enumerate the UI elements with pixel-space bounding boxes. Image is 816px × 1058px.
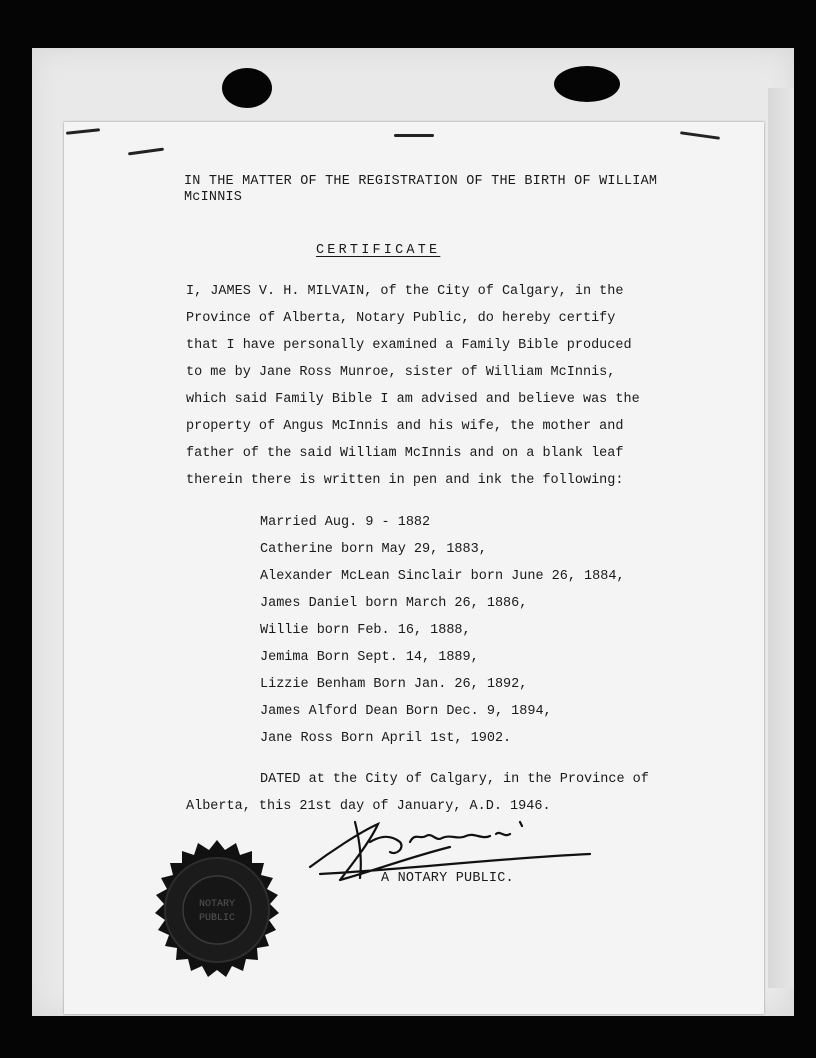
dated-line-1: DATED at the City of Calgary, in the Province of — [260, 772, 649, 787]
seal-center-line-1: NOTARY — [198, 899, 236, 910]
heading-line-1: IN THE MATTER OF THE REGISTRATION OF THE BIRTH OF WILLIAM — [184, 174, 658, 189]
signature-caption: A NOTARY PUBLIC. — [381, 871, 514, 886]
bible-entry: Lizzie Benham Born Jan. 26, 1892, — [260, 677, 528, 692]
body-line: to me by Jane Ross Munroe, sister of William McInnis, — [186, 365, 616, 380]
side-strip — [768, 88, 794, 988]
dated-line-2: Alberta, this 21st day of January, A.D. 1946. — [186, 799, 551, 814]
body-line: that I have personally examined a Family Bible produced — [186, 338, 632, 353]
staple-center — [394, 134, 434, 137]
punch-hole-right — [554, 66, 620, 102]
bible-entry: Willie born Feb. 16, 1888, — [260, 623, 471, 638]
certificate-title: CERTIFICATE — [316, 243, 441, 258]
body-line: therein there is written in pen and ink the following: — [186, 473, 624, 488]
body-line: property of Angus McInnis and his wife, the mother and — [186, 419, 624, 434]
notary-seal — [140, 838, 294, 988]
punch-hole-left — [222, 68, 272, 108]
body-line: I, JAMES V. H. MILVAIN, of the City of Calgary, in the — [186, 284, 624, 299]
seal-center-line-2: PUBLIC — [198, 913, 236, 924]
bible-entry: Jemima Born Sept. 14, 1889, — [260, 650, 479, 665]
body-line: Province of Alberta, Notary Public, do hereby certify — [186, 311, 616, 326]
bible-entry: Alexander McLean Sinclair born June 26, 1884, — [260, 569, 625, 584]
heading-line-2: McINNIS — [184, 190, 243, 205]
bible-entry: Jane Ross Born April 1st, 1902. — [260, 731, 512, 746]
bible-entry: James Alford Dean Born Dec. 9, 1894, — [260, 704, 552, 719]
body-line: father of the said William McInnis and on a blank leaf — [186, 446, 624, 461]
body-line: which said Family Bible I am advised and believe was the — [186, 392, 640, 407]
bible-entry: James Daniel born March 26, 1886, — [260, 596, 528, 611]
bible-entry: Catherine born May 29, 1883, — [260, 542, 487, 557]
bible-entry: Married Aug. 9 - 1882 — [260, 515, 431, 530]
